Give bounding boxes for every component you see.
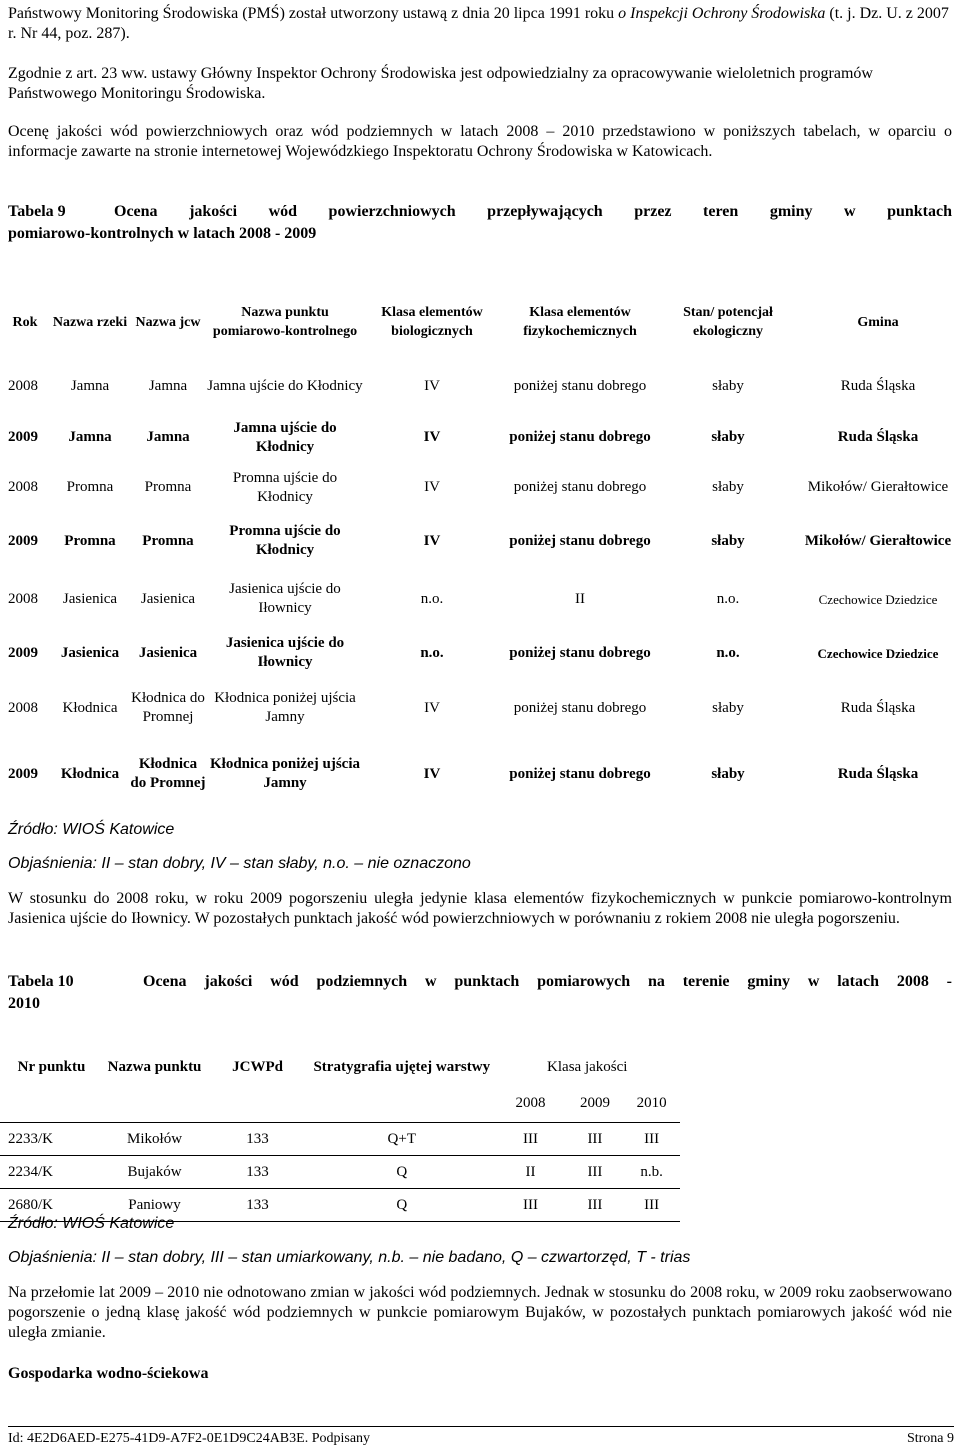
table9-title-line1: Ocena jakości wód powierzchniowych przepływających przez teren gminy w punktach [114, 203, 952, 220]
footer-divider [8, 1426, 954, 1427]
table-cell: Promna ujście do Kłodnicy [229, 523, 341, 558]
table-row [0, 738, 960, 810]
table-row [0, 512, 960, 570]
table9 [0, 283, 960, 810]
table-cell: Promna [64, 532, 116, 549]
table-cell: III [623, 1123, 680, 1156]
table-cell: Jasienica [60, 644, 120, 661]
table-cell: Jasienica [62, 590, 118, 607]
page-footer [8, 1430, 954, 1448]
table9-title-line2: pomiarowo-kontrolnych w latach 2008 - 2009 [8, 225, 317, 242]
table-cell: 2009 [8, 532, 38, 549]
table-row [0, 570, 960, 628]
table-cell: poniżej stanu dobrego [509, 644, 651, 661]
table10-year: 2008 [495, 1084, 567, 1122]
table10-header: JCWPd [206, 1046, 309, 1123]
table-cell: 2009 [8, 429, 38, 445]
table10-header: Stratygrafia ujętej warstwy [309, 1046, 494, 1123]
table-cell: IV [424, 479, 440, 495]
table-cell: n.o. [716, 590, 740, 607]
table9-header: Klasa elementów biologicznych [381, 305, 483, 339]
table-cell: Czechowice Dziedzice [817, 645, 939, 661]
table-cell: Ruda Śląska [840, 699, 916, 716]
table-cell: Kłodnica poniżej ujścia Jamny [214, 690, 356, 725]
table-cell: słaby [711, 532, 745, 549]
table10 [0, 1046, 680, 1222]
table10-year: 2010 [623, 1084, 680, 1122]
table-cell: Bujaków [103, 1156, 206, 1189]
table9-header: Nazwa jcw [135, 314, 201, 330]
table9-header: Stan/ potencjał ekologiczny [683, 305, 773, 339]
table-row [0, 1123, 680, 1156]
table9-header: Klasa elementów fizykochemicznych [523, 305, 637, 339]
table10-label: Tabela 10 [8, 973, 74, 990]
table-cell: Kłodnica do Promnej [131, 690, 205, 725]
section-heading: Gospodarka wodno-ściekowa [8, 1365, 209, 1382]
table-row [0, 412, 960, 463]
table-cell: słaby [712, 479, 744, 495]
table-cell: Kłodnica [60, 765, 120, 782]
page-number: Strona 9 [906, 1431, 954, 1446]
table-cell: 2234/K [0, 1156, 103, 1189]
document-id: Id: 4E2D6AED-E275-41D9-A7F2-0E1D9C24AB3E. Podpisany [8, 1431, 371, 1446]
table-cell: poniżej stanu dobrego [509, 532, 651, 549]
table-cell: poniżej stanu dobrego [513, 699, 647, 716]
assessment-paragraph: Ocenę jakości wód powierzchniowych oraz wód podziemnych w latach 2008 – 2010 przedstawiono w poniższych tabelach, w oparciu o informacje zawarte na stronie internetowej Wojewódzkiego Inspektoratu Ochrony Środowiska w Katowicach. [8, 123, 952, 160]
table-cell: Jamna [70, 378, 110, 394]
table-cell: 133 [206, 1156, 309, 1189]
comparison-paragraph: W stosunku do 2008 roku, w roku 2009 pogorszeniu uległa jedynie klasa elementów fizykochemicznych w punkcie pomiarowo-kontrolnym Jasienica ujście do Iłownicy. W pozostałych punktach jakość wód powierzchniowych w porównaniu z rokiem 2008 nie uległa pogorszeniu. [8, 890, 952, 927]
table-cell: III [495, 1123, 567, 1156]
table-row [0, 463, 960, 512]
table9-header: Rok [12, 314, 38, 330]
table10-year: 2009 [567, 1084, 624, 1122]
table-row [0, 628, 960, 678]
table-cell: słaby [711, 765, 745, 782]
table-cell: poniżej stanu dobrego [509, 765, 651, 782]
table-cell: Promna [66, 479, 114, 495]
table-cell: Jasienica ujście do Iłownicy [229, 581, 341, 616]
table-row [0, 1156, 680, 1189]
groundwater-paragraph: Na przełomie lat 2009 – 2010 nie odnotowano zmian w jakości wód podziemnych. Jednak w stosunku do 2008 roku, w 2009 roku zaobserwowano pogorszenie o jedną klasę jakość wód podziemnych w punkcie pomiarowym Bujaków, w pozostałych punktach pomiarowych jakość wód nie uległa zmianie. [8, 1284, 952, 1341]
intro-text-end: (t. j. Dz. U. z 2007 r. Nr 44, poz. 287). [8, 5, 949, 42]
table-cell: Jamna ujście do Kłodnicy [207, 378, 363, 394]
table10-label-year: 2010 [8, 995, 40, 1012]
table-cell: 2008 [8, 699, 38, 716]
table-cell: poniżej stanu dobrego [509, 429, 651, 445]
table-cell: 2009 [8, 644, 38, 661]
table-cell: Promna [144, 479, 192, 495]
table9-header: Nazwa rzeki [52, 314, 128, 330]
table10-header: Nr punktu [0, 1046, 103, 1123]
table-cell: II [575, 590, 585, 607]
table-cell: słaby [712, 378, 744, 394]
table-cell: poniżej stanu dobrego [513, 378, 647, 394]
table-cell: Jasienica ujście do Iłownicy [225, 635, 345, 670]
table-cell: Czechowice Dziedzice [818, 591, 938, 607]
table-cell: III [567, 1156, 624, 1189]
table-cell: Jasienica [140, 590, 196, 607]
table10-header-quality: Klasa jakości [547, 1058, 628, 1075]
table9-header: Gmina [857, 314, 899, 330]
table-cell: Mikołów/ Gierałtowice [807, 479, 949, 495]
table10-legend: Objaśnienia: II – stan dobry, III – stan umiarkowany, n.b. – nie badano, Q – czwartorzęd, T - trias [8, 1249, 691, 1266]
table9-source: Źródło: WIOŚ Katowice [8, 821, 175, 838]
table9-legend: Objaśnienia: II – stan dobry, IV – stan słaby, n.o. – nie oznaczono [8, 855, 471, 872]
table-cell: III [623, 1189, 680, 1222]
table-row [0, 678, 960, 738]
table-cell: Ruda Śląska [840, 378, 916, 394]
table-row [0, 361, 960, 412]
table9-label: Tabela 9 [8, 203, 66, 220]
table-cell: Q [309, 1189, 494, 1222]
table-cell: III [495, 1189, 567, 1222]
table-cell: słaby [711, 429, 745, 445]
table-cell: n.o. [716, 644, 740, 661]
table-cell: IV [423, 532, 441, 549]
table-cell: 133 [206, 1189, 309, 1222]
table-cell: poniżej stanu dobrego [513, 479, 647, 495]
table-cell: 2233/K [0, 1123, 103, 1156]
table-cell: Jamna ujście do Kłodnicy [233, 419, 337, 455]
table10-header: Nazwa punktu [103, 1046, 206, 1123]
table-cell: IV [423, 429, 441, 445]
table10-title: Ocena jakości wód podziemnych w punktach pomiarowych na terenie gminy w latach 2008 - [143, 973, 952, 990]
table-cell: 133 [206, 1123, 309, 1156]
table-cell: n.b. [623, 1156, 680, 1189]
table-cell: Mikołów/ Gierałtowice [804, 532, 952, 549]
table-cell: Q+T [309, 1123, 494, 1156]
intro-italic-text: o Inspekcji Ochrony Środowiska [618, 5, 826, 22]
table-cell: 2008 [8, 378, 38, 394]
table-cell: 2008 [8, 479, 38, 495]
table-cell: Jasienica [138, 644, 198, 661]
table-cell: Jamna [148, 378, 188, 394]
table-cell: Ruda Śląska [837, 429, 919, 445]
table-cell: IV [424, 378, 440, 394]
table-cell: Jamna [68, 429, 112, 445]
table-cell: Ruda Śląska [837, 765, 919, 782]
table-cell: 2680/K [0, 1189, 103, 1222]
article-paragraph: Zgodnie z art. 23 ww. ustawy Główny Inspektor Ochrony Środowiska jest odpowiedzialny za opracowywanie wieloletnich programów Państwowego Monitoringu Środowiska. [8, 65, 873, 102]
table-cell: Jamna [146, 429, 190, 445]
table-cell: n.o. [420, 644, 444, 661]
table-cell: 2008 [8, 590, 38, 607]
table-cell: słaby [712, 699, 744, 716]
table9-header: Nazwa punktu pomiarowo-kontrolnego [212, 305, 358, 339]
table-cell: Q [309, 1156, 494, 1189]
table-cell: IV [424, 699, 440, 716]
intro-paragraph [8, 4, 952, 44]
table-cell: Kłodnica do Promnej [130, 756, 206, 791]
table-cell: III [567, 1189, 624, 1222]
table-cell: Kłodnica [62, 699, 118, 716]
table-cell: Promna ujście do Kłodnicy [232, 469, 338, 505]
table-cell: n.o. [420, 590, 444, 607]
table10-source: Źródło: WIOŚ Katowice [8, 1215, 175, 1232]
table-cell: IV [423, 765, 441, 782]
intro-text: Państwowy Monitoring Środowiska (PMŚ) został utworzony ustawą z dnia 20 lipca 1991 roku [8, 5, 619, 22]
table-cell: III [567, 1123, 624, 1156]
table-cell: Paniowy [103, 1189, 206, 1222]
table-cell: 2009 [8, 765, 38, 782]
table-cell: Kłodnica poniżej ujścia Jamny [209, 756, 360, 791]
table-cell: Mikołów [103, 1123, 206, 1156]
table-cell: Promna [142, 532, 194, 549]
table-cell: II [495, 1156, 567, 1189]
